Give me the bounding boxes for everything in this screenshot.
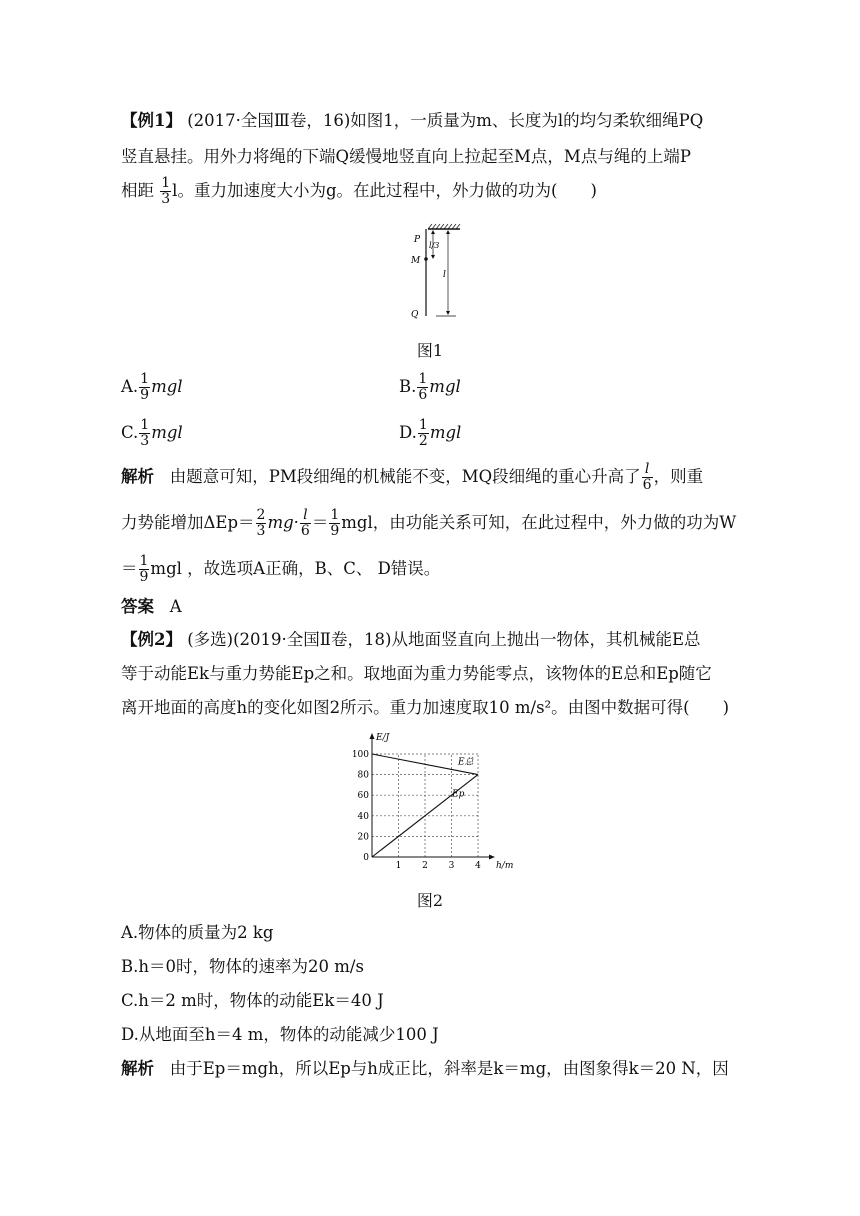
chart-axes — [370, 733, 496, 860]
ex1-analysis-line3 — [121, 554, 440, 585]
x-tick-label: 1 — [395, 861, 402, 871]
series-label: Ep — [452, 789, 465, 800]
option-expr: mgl — [429, 423, 462, 442]
option-fraction — [418, 418, 429, 449]
chart-grid — [372, 754, 478, 857]
ex2-question-line1 — [121, 629, 700, 651]
frac-den: 3 — [140, 433, 150, 449]
ex1-tag: 【例1】 — [121, 111, 182, 130]
frac-num: 1 — [140, 417, 150, 433]
frac-den: 6 — [300, 523, 310, 539]
ex1-question-line2: 竖直悬挂。用外力将绳的下端Q缓慢地竖直向上拉起至M点，M点与绳的上端P — [121, 147, 691, 166]
ex2-source: (多选)(2019·全国Ⅱ卷，18) — [187, 630, 392, 649]
chart-series — [372, 754, 478, 857]
ex1-analysis-line2 — [121, 508, 736, 539]
y-axis-arrow — [370, 733, 375, 739]
ex2-question-line2: 等于动能Ek与重力势能Ep之和。取地面为重力势能零点，该物体的E总和Ep随它 — [121, 664, 712, 683]
analysis-text: ＝ — [121, 559, 138, 578]
frac-den: 3 — [256, 523, 266, 539]
option-fraction — [139, 418, 150, 449]
analysis-fraction — [139, 554, 150, 585]
frac-num: l — [642, 462, 653, 478]
frac-den: 9 — [140, 387, 150, 403]
option-letter: A. — [121, 377, 139, 396]
ex1-q-text1: 如图1，一质量为m、长度为l的均匀柔软细绳PQ — [350, 111, 704, 130]
frac-den: 9 — [330, 523, 340, 539]
label-l3: l/3 — [429, 241, 440, 250]
y-tick-label: 60 — [357, 791, 369, 802]
x-tick-label: 3 — [448, 861, 455, 871]
ex1-source: (2017·全国Ⅲ卷，16) — [187, 111, 351, 130]
frac-num: 1 — [418, 417, 428, 433]
analysis-text: mg· — [267, 513, 299, 532]
analysis-fraction — [256, 508, 267, 539]
ex1-option-c — [121, 418, 183, 449]
frac-den: 2 — [418, 433, 428, 449]
analysis-label: 解析 — [121, 467, 154, 486]
label-m: M — [411, 256, 421, 266]
analysis-text: ，则重 — [653, 467, 704, 486]
frac-den: 3 — [161, 191, 171, 207]
ex1-option-b — [399, 372, 461, 403]
ex2-question-line3: 离开地面的高度h的变化如图2所示。重力加速度取10 m/s²。由图中数据可得( ) — [121, 698, 730, 717]
ex2-option-c: C.h＝2 m时，物体的动能Ek＝40 J — [121, 991, 384, 1010]
x-axis-label: h/m — [496, 861, 514, 871]
answer-value: A — [169, 597, 182, 616]
option-letter: B. — [399, 377, 417, 396]
ex1-q3-post: l。重力加速度大小为g。在此过程中，外力做的功为( ) — [172, 181, 597, 200]
ex2-analysis-line1 — [121, 1058, 729, 1080]
y-axis-label: E/J — [376, 733, 390, 743]
x-axis-arrow — [489, 855, 495, 860]
y-tick-label: 80 — [357, 770, 369, 781]
option-expr: mgl — [151, 377, 183, 396]
ex1-q3-pre: 相距 — [121, 181, 154, 200]
option-expr: mgl — [429, 377, 461, 396]
frac-den: 6 — [418, 387, 428, 403]
frac-num: 1 — [139, 553, 149, 569]
frac-num: 1 — [140, 371, 150, 387]
figure2-caption: 图2 — [416, 891, 444, 910]
option-fraction — [139, 372, 150, 403]
analysis-text: ＝ — [311, 513, 329, 532]
y-tick-label: 100 — [351, 750, 369, 760]
analysis-text: 力势能增加ΔEp＝ — [121, 513, 255, 532]
y-tick-label: 40 — [357, 811, 369, 822]
figure1-caption: 图1 — [416, 341, 444, 360]
frac-den: 9 — [139, 569, 149, 585]
option-letter: C. — [121, 423, 139, 442]
analysis-fraction — [329, 508, 340, 539]
option-fraction — [417, 372, 428, 403]
frac-den: 6 — [642, 477, 652, 493]
frac-num: 1 — [161, 175, 171, 191]
analysis-fraction — [300, 508, 311, 539]
frac-num: l — [300, 508, 311, 524]
x-tick-label: 4 — [475, 861, 481, 871]
frac-num: 1 — [418, 371, 428, 387]
ex1-answer — [121, 596, 182, 618]
point-m — [424, 257, 428, 261]
ex2-option-b: B.h＝0时，物体的速率为20 m/s — [121, 957, 364, 976]
y-tick-label: 20 — [357, 832, 369, 843]
x-tick-label: 2 — [422, 861, 428, 871]
ex2-option-d: D.从地面至h＝4 m，物体的动能减少100 J — [121, 1025, 439, 1044]
analysis-text: 由题意可知，PM段细绳的机械能不变，MQ段细绳的重心升高了 — [169, 467, 641, 486]
label-p: P — [414, 235, 421, 245]
option-letter: D. — [399, 423, 417, 442]
analysis-label: 解析 — [121, 1059, 154, 1078]
frac-num: 2 — [256, 507, 266, 523]
analysis-fraction — [642, 462, 653, 493]
option-expr: mgl — [151, 423, 183, 442]
label-q: Q — [411, 310, 419, 320]
analysis-text: mgl ，故选项A正确，B、C、 D错误。 — [150, 559, 441, 578]
ex1-q3-fraction — [160, 176, 171, 207]
frac-num: 1 — [330, 507, 340, 523]
analysis-text: 由于Ep＝mgh，所以Ep与h成正比，斜率是k＝mg，由图象得k＝20 N，因 — [169, 1059, 729, 1078]
ex1-question-line1 — [121, 110, 703, 132]
analysis-text: mgl，由功能关系可知，在此过程中，外力做的功为W — [341, 513, 737, 532]
origin-label: 0 — [363, 853, 369, 863]
energy-height-chart — [345, 730, 515, 875]
label-l: l — [443, 270, 446, 280]
ex1-option-a — [121, 372, 183, 403]
ex2-option-a: A.物体的质量为2 kg — [121, 923, 274, 942]
series-label: E总 — [458, 757, 474, 768]
answer-label: 答案 — [121, 597, 154, 616]
ex1-question-line3 — [121, 176, 597, 207]
rope-figure — [400, 222, 470, 322]
ex1-analysis-line1 — [121, 462, 703, 493]
ex2-tag: 【例2】 — [121, 630, 182, 649]
ex1-option-d — [399, 418, 461, 449]
ex2-q-text1: 从地面竖直向上抛出一物体，其机械能E总 — [391, 630, 701, 649]
